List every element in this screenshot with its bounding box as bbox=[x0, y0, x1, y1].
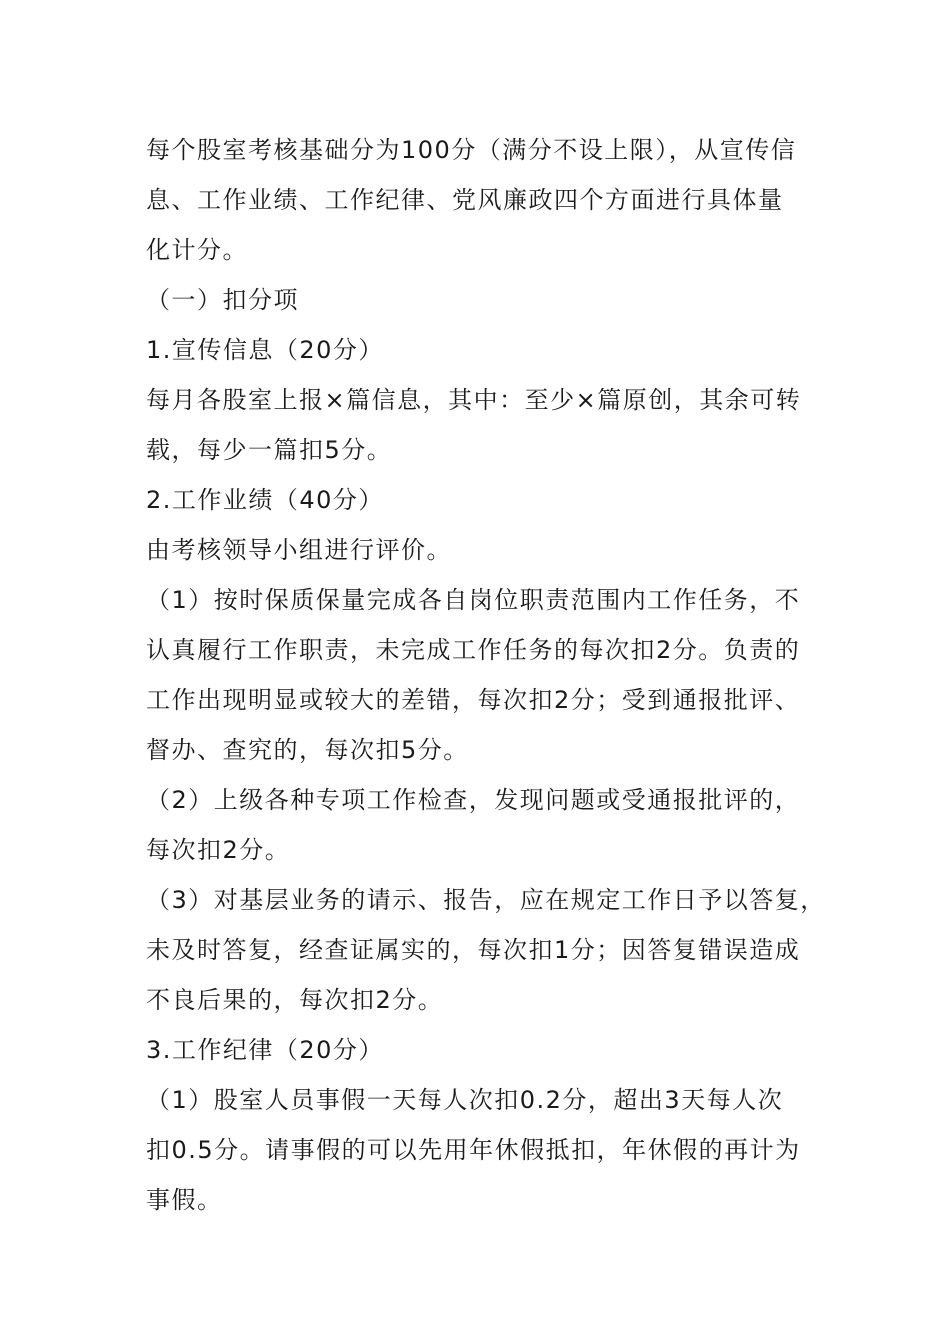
text-line: 事假。 bbox=[146, 1186, 223, 1214]
text-line: 载，每少一篇扣5分。 bbox=[146, 436, 393, 464]
subsection-heading: 1.宣传信息（20分） bbox=[146, 336, 384, 364]
text-line: （1）按时保质保量完成各自岗位职责范围内工作任务，不 bbox=[146, 586, 801, 614]
text-line: 每个股室考核基础分为100分（满分不设上限），从宣传信 bbox=[146, 136, 797, 164]
text-line: 化计分。 bbox=[146, 236, 248, 264]
text-line: （3）对基层业务的请示、报告，应在规定工作日予以答复， bbox=[146, 886, 826, 914]
text-line: 每月各股室上报×篇信息，其中：至少×篇原创，其余可转 bbox=[146, 386, 802, 414]
text-line: （1）股室人员事假一天每人次扣0.2分，超出3天每人次 bbox=[146, 1086, 784, 1114]
text-line: 不良后果的，每次扣2分。 bbox=[146, 986, 444, 1014]
text-line: 督办、查究的，每次扣5分。 bbox=[146, 736, 469, 764]
text-line: 工作出现明显或较大的差错，每次扣2分；受到通报批评、 bbox=[146, 686, 801, 714]
subsection-heading: 2.工作业绩（40分） bbox=[146, 486, 384, 514]
text-line: 息、工作业绩、工作纪律、党风廉政四个方面进行具体量 bbox=[146, 186, 784, 214]
text-line: （2）上级各种专项工作检查，发现问题或受通报批评的， bbox=[146, 786, 801, 814]
document-body bbox=[146, 125, 826, 1225]
text-line: 未及时答复，经查证属实的，每次扣1分；因答复错误造成 bbox=[146, 936, 801, 964]
text-line: 扣0.5分。请事假的可以先用年休假抵扣，年休假的再计为 bbox=[146, 1136, 801, 1164]
section-heading: （一）扣分项 bbox=[146, 286, 299, 314]
text-line: 每次扣2分。 bbox=[146, 836, 291, 864]
subsection-heading: 3.工作纪律（20分） bbox=[146, 1036, 384, 1064]
text-line: 由考核领导小组进行评价。 bbox=[146, 536, 452, 564]
text-line: 认真履行工作职责，未完成工作任务的每次扣2分。负责的 bbox=[146, 636, 801, 664]
